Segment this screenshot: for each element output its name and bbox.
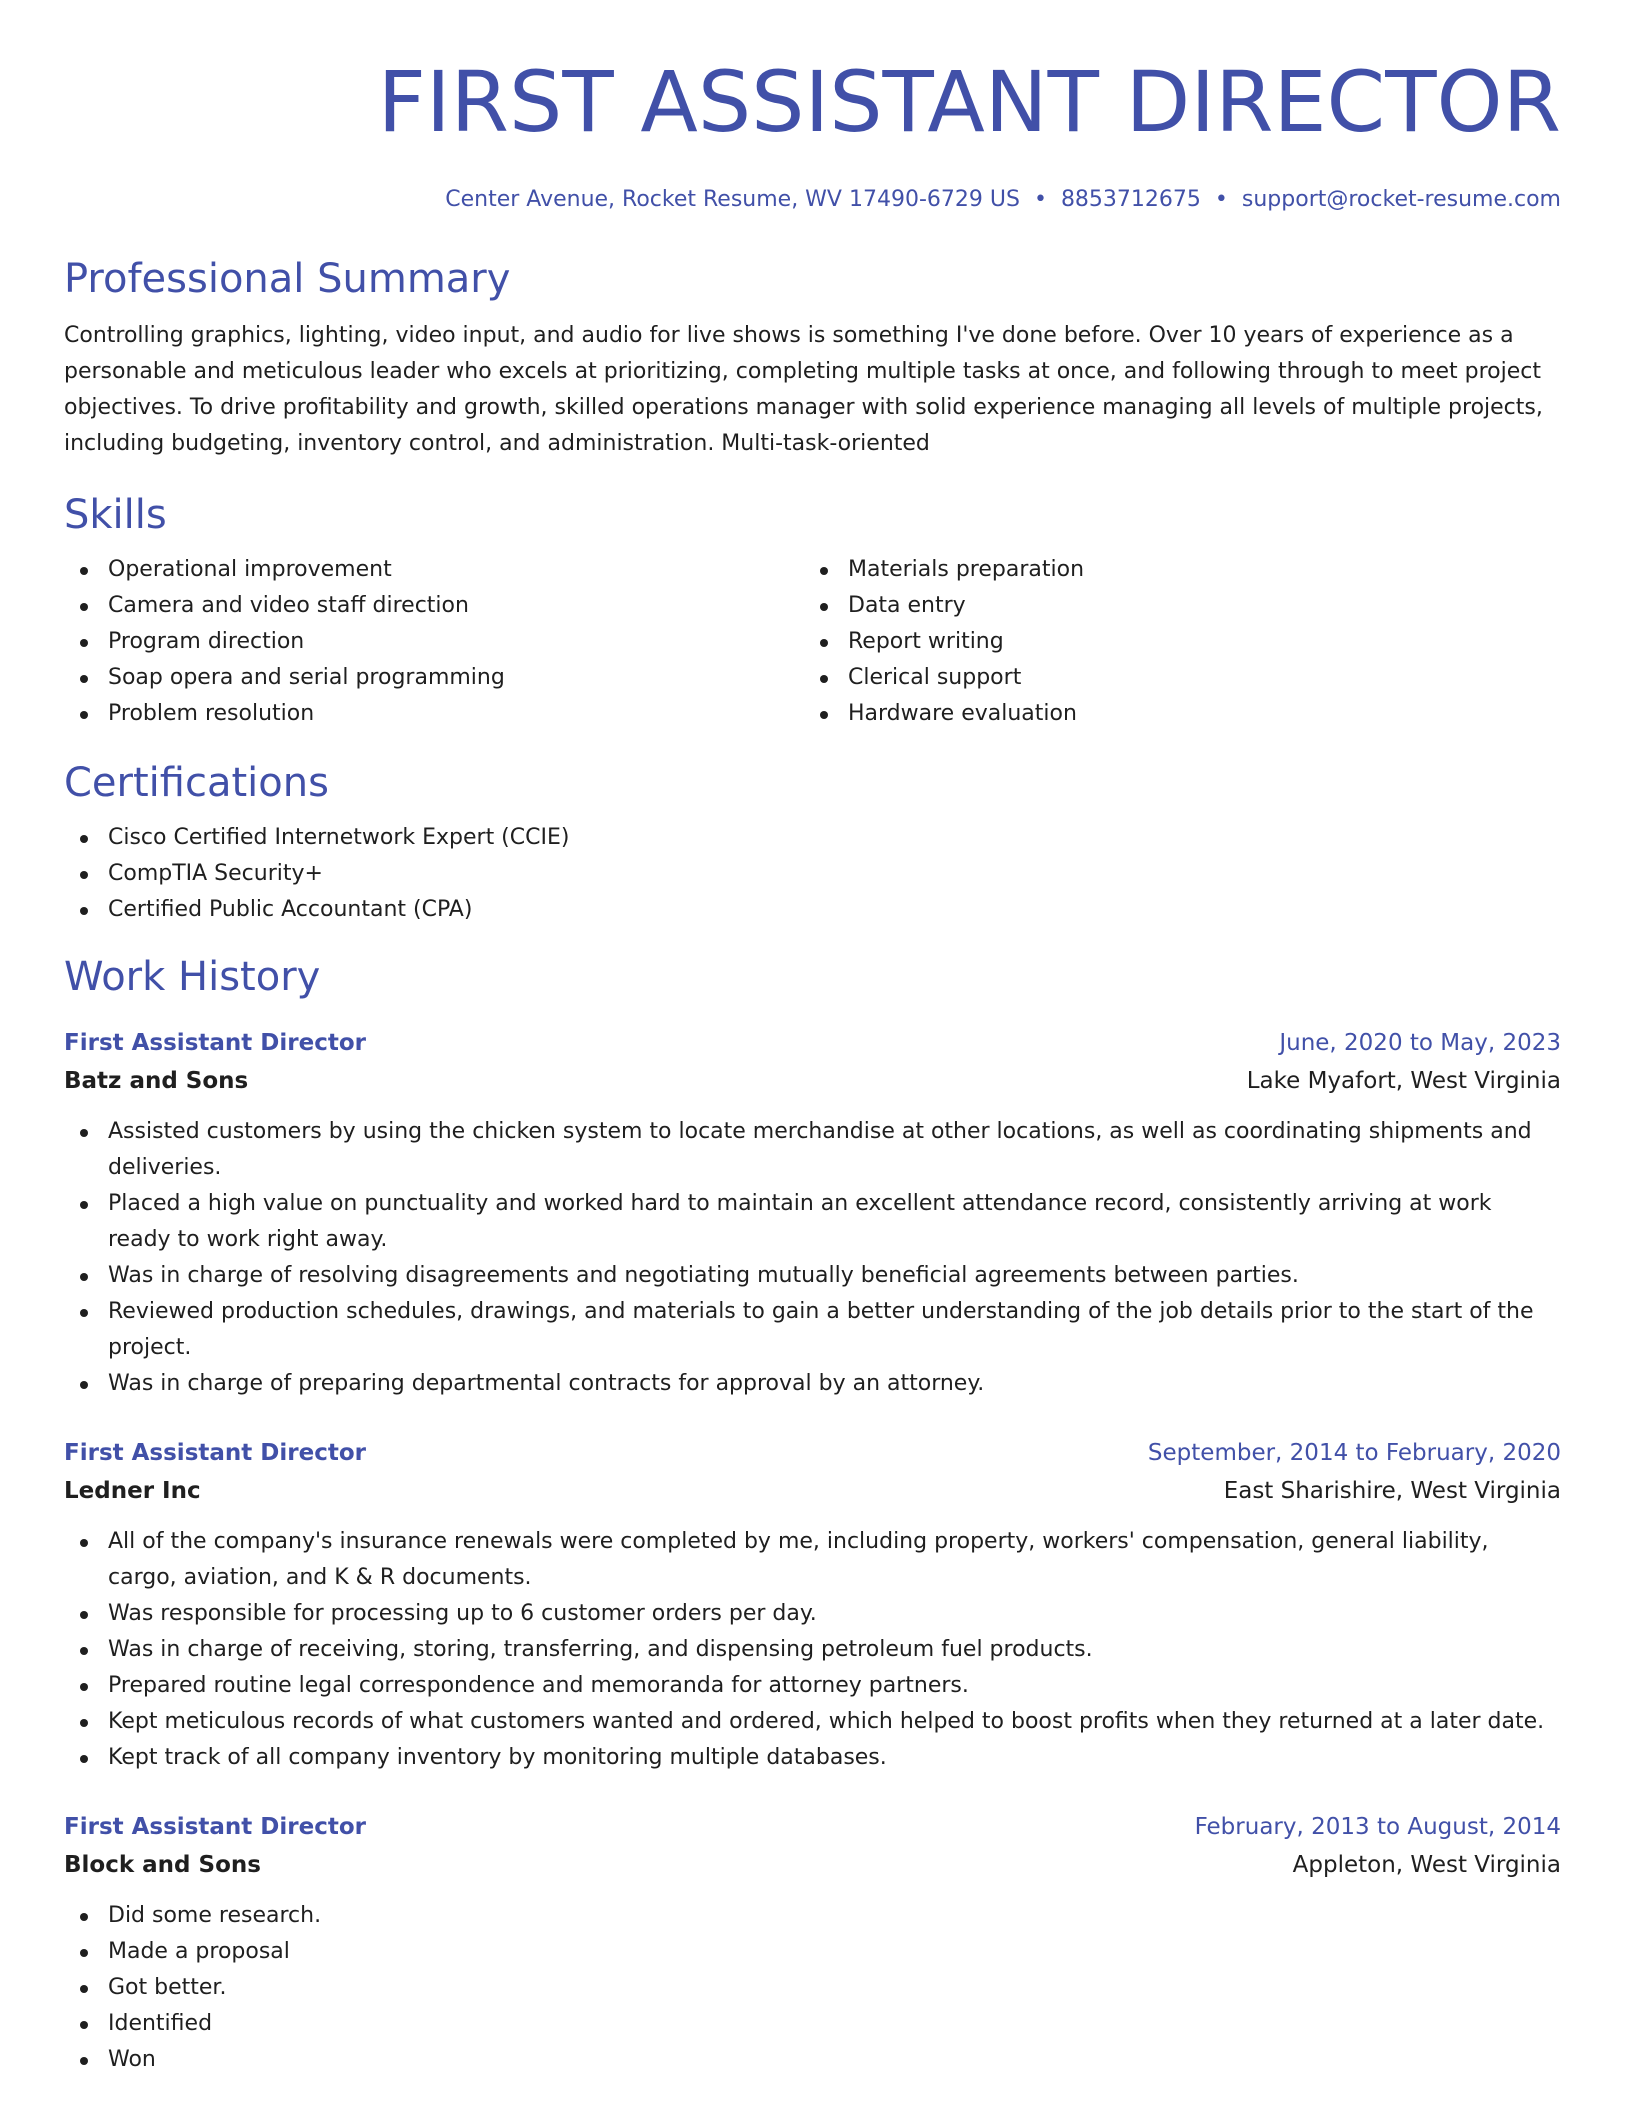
resume-page [64, 0, 1561, 2078]
contact-line [64, 184, 1561, 216]
skill-item: Soap opera and serial programming [64, 660, 804, 696]
job-company-row [64, 1472, 1561, 1510]
job-company: Block and Sons [64, 1852, 261, 1878]
skill-item: Program direction [64, 624, 804, 660]
job-header-row [64, 1808, 1561, 1846]
contact-phone[interactable]: 8853712675 [1060, 187, 1201, 212]
certification-item: Cisco Certified Internetwork Expert (CCIE) [64, 820, 1561, 856]
job-bullet-list [64, 1524, 1561, 1776]
job-bullet: Was in charge of preparing departmental contracts for approval by an attorney. [64, 1366, 1561, 1402]
job-bullet: Made a proposal [64, 1934, 1561, 1970]
job-header-row [64, 1434, 1561, 1472]
job-bullet: Did some research. [64, 1898, 1561, 1934]
job-entry [64, 1024, 1561, 1402]
candidate-title: FIRST ASSISTANT DIRECTOR [377, 53, 1561, 151]
skill-item: Problem resolution [64, 696, 804, 732]
skill-item: Materials preparation [804, 552, 1544, 588]
job-dates: June, 2020 to May, 2023 [1279, 1030, 1561, 1056]
job-bullet: All of the company's insurance renewals were completed by me, including property, workers' compensation, general liability, cargo, aviation, and K & R documents. [64, 1524, 1561, 1596]
job-bullet: Assisted customers by using the chicken system to locate merchandise at other locations, as well as coordinating shipments and deliveries. [64, 1114, 1561, 1186]
contact-email[interactable]: support@rocket-resume.com [1241, 187, 1561, 212]
job-bullet: Was responsible for processing up to 6 customer orders per day. [64, 1596, 1561, 1632]
job-location: East Sharishire, West Virginia [1223, 1478, 1561, 1504]
skill-item: Hardware evaluation [804, 696, 1544, 732]
certifications-heading: Certifications [64, 760, 329, 806]
work-history-heading: Work History [64, 954, 321, 1000]
job-company-row [64, 1846, 1561, 1884]
job-company: Batz and Sons [64, 1068, 249, 1094]
job-bullet: Won [64, 2042, 1561, 2078]
job-bullet: Kept meticulous records of what customers wanted and ordered, which helped to boost profits when they returned at a later date. [64, 1704, 1561, 1740]
job-title: First Assistant Director [64, 1030, 366, 1056]
job-title: First Assistant Director [64, 1814, 366, 1840]
skills-right-list [804, 552, 1544, 732]
job-entry [64, 1434, 1561, 1776]
contact-separator: • [1214, 187, 1228, 212]
job-bullet: Was in charge of resolving disagreements and negotiating mutually beneficial agreements between parties. [64, 1258, 1561, 1294]
certifications-list [64, 820, 1561, 928]
job-bullet: Was in charge of receiving, storing, transferring, and dispensing petroleum fuel products. [64, 1632, 1561, 1668]
skills-heading: Skills [64, 492, 167, 538]
job-bullet: Identified [64, 2006, 1561, 2042]
job-company: Ledner Inc [64, 1478, 201, 1504]
certification-item: CompTIA Security+ [64, 856, 1561, 892]
job-dates: September, 2014 to February, 2020 [1147, 1440, 1561, 1466]
certification-item: Certified Public Accountant (CPA) [64, 892, 1561, 928]
job-bullet-list [64, 1114, 1561, 1402]
job-bullet: Kept track of all company inventory by monitoring multiple databases. [64, 1740, 1561, 1776]
skill-item: Data entry [804, 588, 1544, 624]
job-title: First Assistant Director [64, 1440, 366, 1466]
job-bullet: Placed a high value on punctuality and worked hard to maintain an excellent attendance record, consistently arriving at work ready to work right away. [64, 1186, 1561, 1258]
skill-item: Clerical support [804, 660, 1544, 696]
job-location: Appleton, West Virginia [1292, 1852, 1561, 1878]
contact-separator: • [1033, 187, 1047, 212]
contact-address: Center Avenue, Rocket Resume, WV 17490-6729 US [445, 187, 1020, 212]
job-bullet: Got better. [64, 1970, 1561, 2006]
job-dates: February, 2013 to August, 2014 [1194, 1814, 1561, 1840]
skills-left-list [64, 552, 804, 732]
summary-heading: Professional Summary [64, 256, 511, 302]
job-entry [64, 1808, 1561, 2078]
job-header-row [64, 1024, 1561, 1062]
job-company-row [64, 1062, 1561, 1100]
skill-item: Report writing [804, 624, 1544, 660]
skill-item: Camera and video staff direction [64, 588, 804, 624]
job-bullet-list [64, 1898, 1561, 2078]
skills-columns [64, 552, 1561, 732]
job-bullet: Prepared routine legal correspondence and memoranda for attorney partners. [64, 1668, 1561, 1704]
job-location: Lake Myafort, West Virginia [1246, 1068, 1561, 1094]
job-bullet: Reviewed production schedules, drawings, and materials to gain a better understanding of the job details prior to the start of the project. [64, 1294, 1561, 1366]
summary-text: Controlling graphics, lighting, video input, and audio for live shows is something I've done before. Over 10 years of experience as a personable and meticulous leader who excels at prioritizing, completing multiple tasks at once, and following through to meet project objectives. To drive profitability and growth, skilled operations manager with solid experience managing all levels of multiple projects, including budgeting, inventory control, and administration. Multi-task-oriented [64, 323, 1543, 456]
skill-item: Operational improvement [64, 552, 804, 588]
